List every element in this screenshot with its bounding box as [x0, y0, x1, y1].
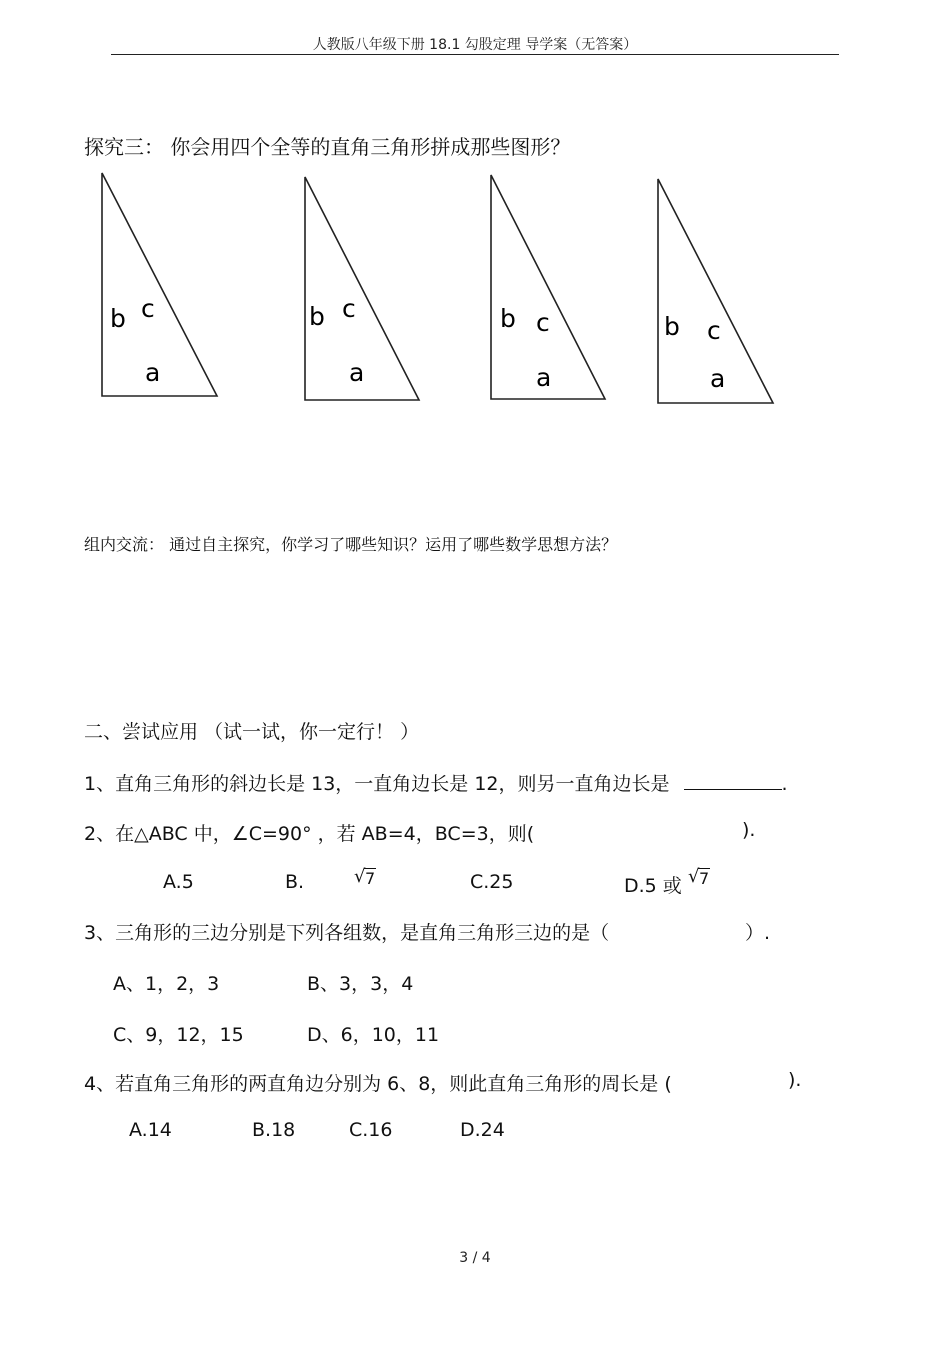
triangle-4 [658, 179, 773, 403]
question-4-option-b: B.18 [252, 1119, 296, 1141]
question-3-option-c: C、9，12，15 [113, 1024, 244, 1046]
group-exchange-text: 组内交流： 通过自主探究，你学习了哪些知识？运用了哪些数学思想方法？ [84, 535, 618, 554]
question-2-stem-left: 2、在△ABC 中，∠C=90° ，若 AB=4，BC=3，则( [84, 823, 535, 845]
answer-blank [684, 771, 782, 790]
question-4-stem-right: ). [788, 1069, 802, 1091]
question-2-option-a: A.5 [163, 871, 194, 893]
question-3-option-d: D、6，10，11 [307, 1024, 440, 1046]
explore3-title: 探究三： 你会用四个全等的直角三角形拼成那些图形？ [84, 135, 571, 159]
question-2-option-b: B. [285, 871, 305, 893]
section2-title: 二、尝试应用 （试一试，你一定行！ ） [84, 721, 420, 743]
triangle-3-label-c: c [536, 308, 550, 337]
triangle-3-label-b: b [500, 304, 516, 333]
question-2-option-d-sqrt [688, 868, 710, 889]
question-1-period: . [781, 773, 788, 795]
triangle-3-label-a: a [536, 363, 552, 392]
question-2-option-d: D.5 或 [624, 875, 682, 897]
question-4-option-a: A.14 [129, 1119, 172, 1141]
triangle-1-label-a: a [145, 358, 161, 387]
triangle-2-label-a: a [349, 358, 365, 387]
triangle-1-label-c: c [141, 294, 155, 323]
triangle-2-label-b: b [309, 302, 325, 331]
question-4-option-d: D.24 [460, 1119, 505, 1141]
triangle-3 [491, 175, 605, 399]
question-1 [84, 769, 788, 796]
page-number: 3 / 4 [459, 1250, 491, 1266]
triangle-4-label-b: b [664, 312, 680, 341]
triangle-1-label-b: b [110, 304, 126, 333]
question-2-option-b-sqrt [354, 868, 376, 889]
triangle-figures [0, 165, 950, 425]
header-divider [111, 54, 839, 55]
question-2-stem-right: ). [742, 819, 756, 841]
question-2-option-c: C.25 [470, 871, 514, 893]
question-3-option-b: B、3，3，4 [307, 973, 414, 995]
question-2-option-b-radicand: 7 [365, 869, 376, 888]
question-1-stem: 1、直角三角形的斜边长是 13，一直角边长是 12，则另一直角边长是 [84, 773, 670, 795]
triangle-4-label-c: c [707, 316, 721, 345]
question-4-stem-left: 4、若直角三角形的两直角边分别为 6、8，则此直角三角形的周长是 ( [84, 1073, 672, 1095]
question-2-option-d-radicand: 7 [699, 869, 710, 888]
question-4-option-c: C.16 [349, 1119, 393, 1141]
radical-icon: √ [354, 866, 366, 887]
triangle-1 [102, 173, 217, 396]
triangle-2-label-c: c [342, 294, 356, 323]
question-3-option-a: A、1，2，3 [113, 973, 220, 995]
page-header: 人教版八年级下册 18.1 勾股定理 导学案（无答案） [312, 37, 638, 53]
radical-icon: √ [688, 866, 700, 887]
question-3-stem-left: 3、三角形的三边分别是下列各组数，是直角三角形三边的是（ [84, 922, 610, 944]
triangle-2 [305, 177, 419, 400]
question-3-stem-right: ）. [745, 922, 771, 944]
triangle-4-label-a: a [710, 364, 726, 393]
